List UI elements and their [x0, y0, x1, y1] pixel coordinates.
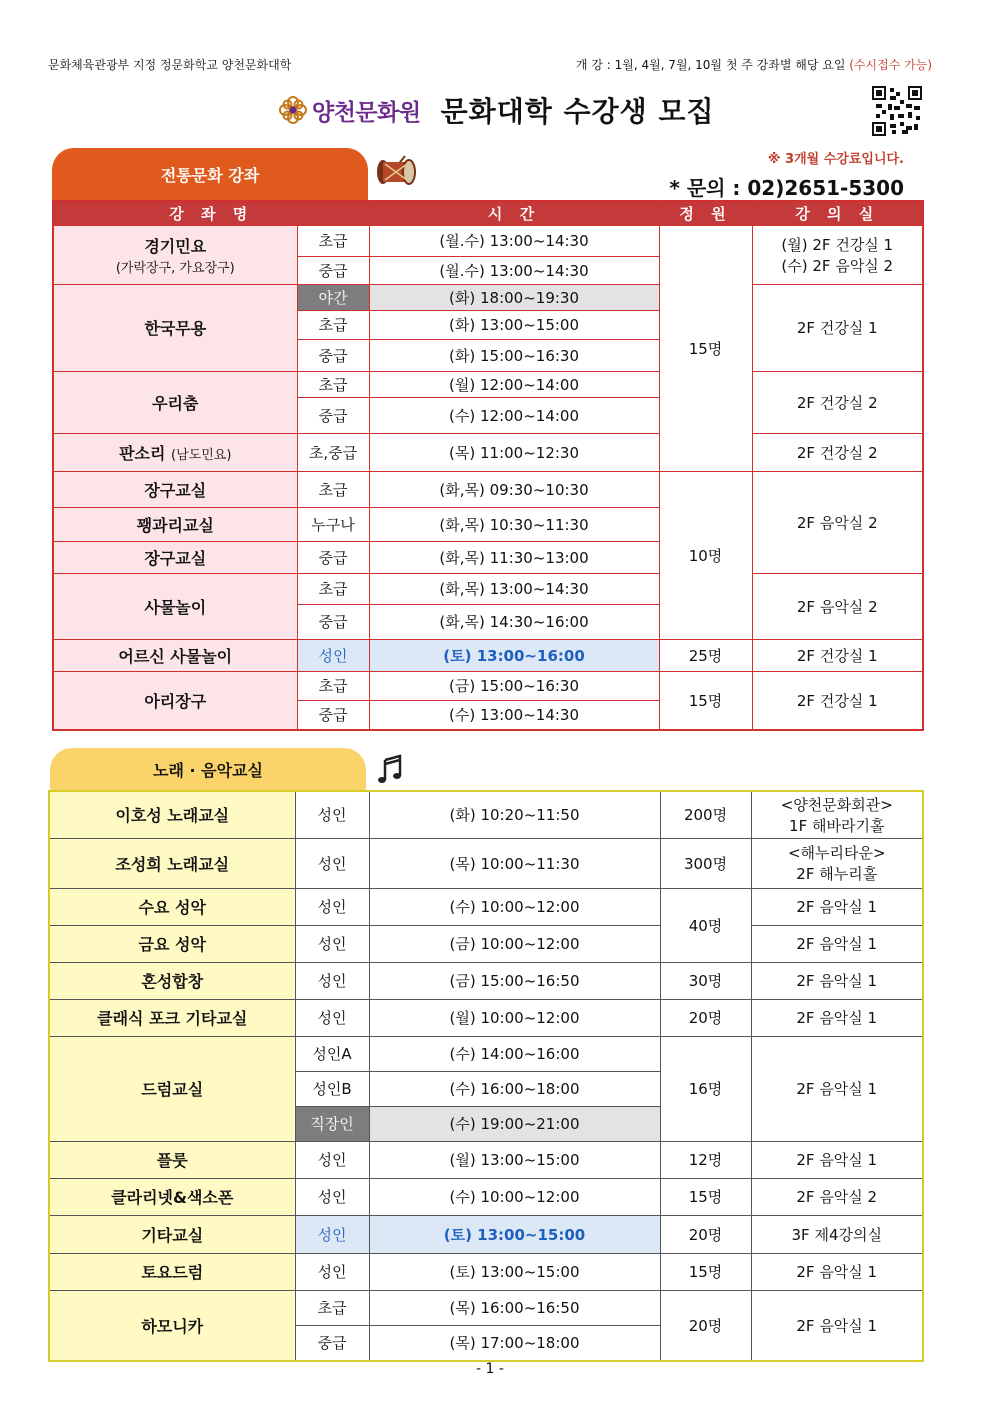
opening-schedule: 개 강 : 1월, 4월, 7월, 10월 첫 주 강좌별 해당 요일 [575, 58, 846, 72]
course-name-cell: 기타교실 [49, 1215, 295, 1253]
level-cell: 성인 [297, 639, 369, 671]
room-building: <양천문화회관> [780, 795, 893, 814]
table-row [49, 962, 923, 999]
time-cell: (목) 16:00~16:50 [369, 1290, 660, 1325]
level-cell: 중급 [297, 700, 369, 730]
table-row [49, 1215, 923, 1253]
course-name-cell: 드럼교실 [49, 1036, 295, 1141]
table-row [53, 639, 923, 671]
header-right [576, 56, 932, 73]
room-cell: 2F 건강실 1 [752, 284, 923, 371]
capacity-cell: 16명 [660, 1036, 751, 1141]
course-name-cell: 한국무용 [53, 284, 297, 371]
time-cell: (화) 18:00~19:30 [369, 284, 659, 310]
table-row [53, 371, 923, 397]
level-cell: 초급 [297, 671, 369, 700]
table-row [49, 999, 923, 1036]
page-number: - 1 - [476, 1361, 504, 1377]
drum-icon [375, 154, 419, 190]
table-row [49, 1178, 923, 1215]
room-cell: 2F 음악실 2 [752, 573, 923, 639]
capacity-cell: 20명 [660, 1290, 751, 1361]
room-cell: 2F 음악실 1 [751, 888, 923, 925]
capacity-cell: 15명 [660, 1253, 751, 1290]
level-cell: 초급 [297, 371, 369, 397]
level-cell: 성인 [295, 1253, 369, 1290]
table-row [49, 1036, 923, 1071]
column-header-time: 시 간 [369, 201, 659, 225]
music-course-table [48, 790, 924, 1362]
time-cell: (월) 10:00~12:00 [369, 999, 660, 1036]
course-name-cell: 사물놀이 [53, 573, 297, 639]
course-name-cell: 혼성합창 [49, 962, 295, 999]
section-tab-traditional: 전통문화 강좌 [52, 148, 368, 200]
time-cell: (수) 12:00~14:00 [369, 397, 659, 433]
header-left: 문화체육관광부 지정 정문화학교 양천문화대학 [48, 58, 292, 72]
time-cell: (수) 14:00~16:00 [369, 1036, 660, 1071]
title-bar [278, 90, 715, 130]
table-header-row [53, 201, 923, 225]
capacity-cell: 20명 [660, 1215, 751, 1253]
capacity-cell: 10명 [659, 471, 752, 639]
table-row [49, 925, 923, 962]
course-name-cell: 토요드럼 [49, 1253, 295, 1290]
level-cell: 중급 [295, 1325, 369, 1361]
level-cell: 초급 [297, 310, 369, 339]
room-cell: 2F 음악실 2 [751, 1178, 923, 1215]
table-row [49, 1141, 923, 1178]
logo-text: 양천문화원 [312, 99, 421, 126]
level-cell: 중급 [297, 339, 369, 371]
level-cell: 직장인 [295, 1106, 369, 1141]
course-name-cell: 금요 성악 [49, 925, 295, 962]
course-name-cell [53, 225, 297, 284]
time-cell: (월) 13:00~15:00 [369, 1141, 660, 1178]
time-cell: (목) 17:00~18:00 [369, 1325, 660, 1361]
capacity-cell: 15명 [660, 1178, 751, 1215]
level-cell: 초급 [297, 471, 369, 507]
time-cell: (금) 10:00~12:00 [369, 925, 660, 962]
level-cell: 성인 [295, 999, 369, 1036]
time-cell: (금) 15:00~16:30 [369, 671, 659, 700]
course-name-cell: 이호성 노래교실 [49, 791, 295, 838]
course-name-cell: 수요 성악 [49, 888, 295, 925]
capacity-cell: 30명 [660, 962, 751, 999]
level-cell: 성인 [295, 838, 369, 888]
level-cell: 중급 [297, 397, 369, 433]
room-cell: 2F 음악실 1 [751, 925, 923, 962]
level-cell: 성인 [295, 1141, 369, 1178]
capacity-cell: 25명 [659, 639, 752, 671]
table-row [53, 433, 923, 471]
time-cell: (화,목) 13:00~14:30 [369, 573, 659, 604]
table-row [49, 888, 923, 925]
section-tab-music: 노래 · 음악교실 [50, 748, 366, 790]
capacity-cell: 300명 [660, 838, 751, 888]
course-name-cell: 장구교실 [53, 471, 297, 507]
capacity-cell: 12명 [660, 1141, 751, 1178]
time-cell: (화) 10:20~11:50 [369, 791, 660, 838]
room-line: (수) 2F 음악실 2 [781, 256, 894, 275]
table-row [49, 1253, 923, 1290]
room-hall: 1F 해바라기홀 [789, 816, 885, 835]
time-cell: (토) 13:00~15:00 [369, 1253, 660, 1290]
page-title: 문화대학 수강생 모집 [440, 95, 715, 128]
table-row [53, 284, 923, 310]
course-name-cell: 플룻 [49, 1141, 295, 1178]
course-name-cell: 클라리넷&색소폰 [49, 1178, 295, 1215]
qr-code-icon [872, 86, 922, 136]
time-cell: (수) 13:00~14:30 [369, 700, 659, 730]
level-cell: 성인 [295, 962, 369, 999]
room-cell: 2F 건강실 1 [752, 671, 923, 730]
room-cell: 2F 음악실 1 [751, 1141, 923, 1178]
column-header-capacity: 정 원 [659, 201, 752, 225]
room-hall: 2F 해누리홀 [796, 865, 878, 883]
capacity-cell: 15명 [659, 225, 752, 471]
traditional-course-table [52, 200, 924, 731]
time-cell: (수) 10:00~12:00 [369, 888, 660, 925]
course-name-cell: 어르신 사물놀이 [53, 639, 297, 671]
room-cell: 3F 제4강의실 [751, 1215, 923, 1253]
room-cell: 2F 건강실 2 [752, 433, 923, 471]
time-cell: (수) 16:00~18:00 [369, 1071, 660, 1106]
capacity-cell: 40명 [660, 888, 751, 962]
flower-logo-icon [278, 95, 308, 125]
table-row [53, 471, 923, 507]
table-row [53, 573, 923, 604]
room-cell: 2F 음악실 1 [751, 962, 923, 999]
course-name-cell: 장구교실 [53, 541, 297, 573]
level-cell: 초,중급 [297, 433, 369, 471]
room-cell: 2F 음악실 2 [752, 471, 923, 573]
level-cell: 성인 [295, 791, 369, 838]
capacity-cell: 20명 [660, 999, 751, 1036]
level-cell: 성인B [295, 1071, 369, 1106]
table-row [53, 225, 923, 256]
room-cell: 2F 음악실 1 [751, 1036, 923, 1141]
room-cell: 2F 음악실 1 [751, 1290, 923, 1361]
course-name-cell: 꽹과리교실 [53, 507, 297, 541]
time-cell: (화) 15:00~16:30 [369, 339, 659, 371]
table-row [49, 838, 923, 888]
course-name-cell: 아리장구 [53, 671, 297, 730]
room-cell [751, 791, 923, 838]
table-row [53, 671, 923, 700]
level-cell: 성인A [295, 1036, 369, 1071]
time-cell: (월) 12:00~14:00 [369, 371, 659, 397]
course-name: 판소리 [119, 443, 166, 463]
contact-phone: * 문의 : 02)2651-5300 [669, 176, 904, 200]
room-line: (월) 2F 건강실 1 [781, 235, 894, 254]
course-name-cell: 클래식 포크 기타교실 [49, 999, 295, 1036]
room-cell: 2F 음악실 1 [751, 1253, 923, 1290]
course-subname: (남도민요) [171, 447, 232, 463]
level-cell: 성인 [295, 888, 369, 925]
course-subname: (가락장구, 가요장구) [115, 260, 235, 276]
time-cell: (화,목) 10:30~11:30 [369, 507, 659, 541]
column-header-room: 강 의 실 [752, 201, 923, 225]
capacity-cell: 15명 [659, 671, 752, 730]
room-cell: 2F 건강실 2 [752, 371, 923, 433]
time-cell: (월.수) 13:00~14:30 [369, 256, 659, 284]
time-cell: (목) 10:00~11:30 [369, 838, 660, 888]
capacity-cell: 200명 [660, 791, 751, 838]
time-cell: (화) 13:00~15:00 [369, 310, 659, 339]
room-cell [752, 225, 923, 284]
table-row [49, 1290, 923, 1325]
room-cell [751, 838, 923, 888]
time-cell: (토) 13:00~16:00 [369, 639, 659, 671]
column-header-course: 강 좌 명 [53, 201, 369, 225]
time-cell: (수) 19:00~21:00 [369, 1106, 660, 1141]
room-building: <해누리타운> [787, 844, 886, 862]
time-cell: (월.수) 13:00~14:30 [369, 225, 659, 256]
level-cell: 중급 [297, 541, 369, 573]
level-cell: 야간 [297, 284, 369, 310]
level-cell: 초급 [297, 573, 369, 604]
course-name-cell: 조성희 노래교실 [49, 838, 295, 888]
level-cell: 성인 [295, 925, 369, 962]
level-cell: 초급 [295, 1290, 369, 1325]
course-name-cell [53, 433, 297, 471]
level-cell: 성인 [295, 1178, 369, 1215]
time-cell: (화,목) 14:30~16:00 [369, 604, 659, 639]
time-cell: (화,목) 11:30~13:00 [369, 541, 659, 573]
fee-note: ※ 3개월 수강료입니다. [767, 152, 904, 167]
level-cell: 성인 [295, 1215, 369, 1253]
level-cell: 중급 [297, 604, 369, 639]
time-cell: (금) 15:00~16:50 [369, 962, 660, 999]
rolling-admission-note: (수시접수 가능) [849, 58, 932, 72]
course-name: 경기민요 [144, 236, 207, 256]
music-note-icon [376, 754, 404, 786]
level-cell: 초급 [297, 225, 369, 256]
table-row [49, 791, 923, 838]
time-cell: (수) 10:00~12:00 [369, 1178, 660, 1215]
room-cell: 2F 건강실 1 [752, 639, 923, 671]
time-cell: (토) 13:00~15:00 [369, 1215, 660, 1253]
course-name-cell: 우리춤 [53, 371, 297, 433]
level-cell: 중급 [297, 256, 369, 284]
level-cell: 누구나 [297, 507, 369, 541]
course-name-cell: 하모니카 [49, 1290, 295, 1361]
time-cell: (목) 11:00~12:30 [369, 433, 659, 471]
time-cell: (화,목) 09:30~10:30 [369, 471, 659, 507]
room-cell: 2F 음악실 1 [751, 999, 923, 1036]
